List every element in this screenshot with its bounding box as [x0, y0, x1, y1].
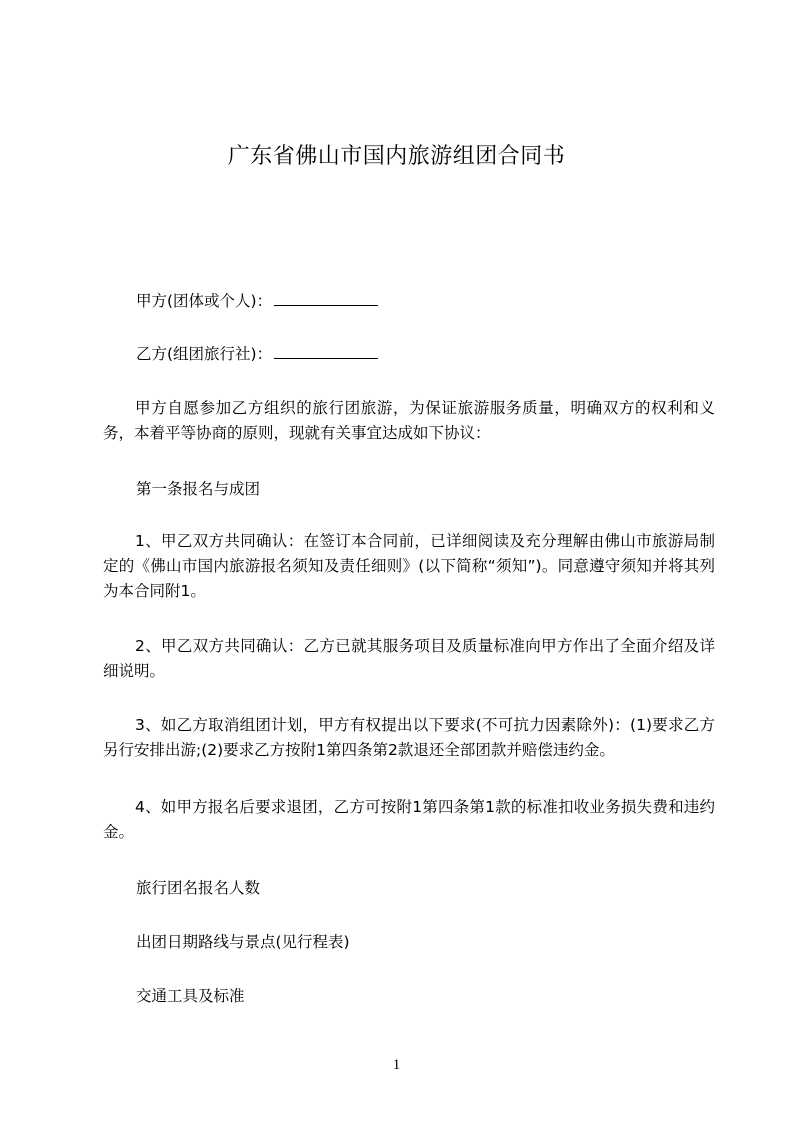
- clause-4: 4、如甲方报名后要求退团，乙方可按附1第四条第1款的标准扣收业务损失费和违约金。: [103, 798, 715, 841]
- party-a-label: 甲方(团体或个人)：: [136, 292, 273, 310]
- article-1-heading: 第一条报名与成团: [136, 480, 261, 498]
- field-departure-route: 出团日期路线与景点(见行程表): [136, 933, 350, 951]
- page-number: 1: [392, 1057, 401, 1073]
- party-a-line: [136, 289, 378, 313]
- clause-1: 1、甲乙双方共同确认：在签订本合同前，已详细阅读及充分理解由佛山市旅游局制定的《佛山市国内旅游报名须知及责任细则》(以下简称“须知”)。同意遵守须知并将其列为本合同附1。: [103, 532, 715, 600]
- field-group-size: 旅行团名报名人数: [136, 879, 261, 897]
- clause-2: 2、甲乙双方共同确认：乙方已就其服务项目及质量标准向甲方作出了全面介绍及详细说明。: [103, 637, 715, 680]
- party-a-blank: [274, 291, 378, 306]
- preamble-paragraph: 甲方自愿参加乙方组织的旅行团旅游，为保证旅游服务质量，明确双方的权利和义务，本着平等协商的原则，现就有关事宜达成如下协议：: [103, 399, 715, 442]
- field-transport: 交通工具及标准: [136, 987, 245, 1005]
- party-b-label: 乙方(组团旅行社)：: [136, 345, 273, 363]
- party-b-line: [136, 342, 378, 366]
- document-title: 广东省佛山市国内旅游组团合同书: [227, 144, 566, 169]
- party-b-blank: [274, 344, 378, 359]
- clause-3: 3、如乙方取消组团计划，甲方有权提出以下要求(不可抗力因素除外)：(1)要求乙方另行安排出游;(2)要求乙方按附1第四条第2款退还全部团款并赔偿违约金。: [103, 716, 715, 759]
